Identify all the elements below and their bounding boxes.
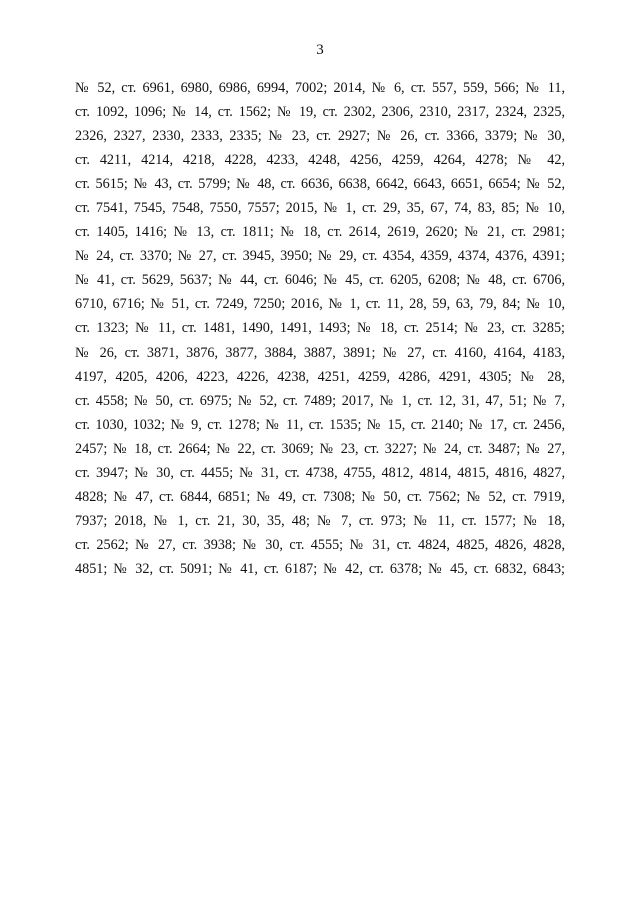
text-line: № 41, ст. 5629, 5637; № 44, ст. 6046; № 45, ст. 6205, 6208; № 48, ст. 6706, xyxy=(75,272,565,289)
text-line: ст. 1030, 1032; № 9, ст. 1278; № 11, ст. 1535; № 15, ст. 2140; № 17, ст. 2456, xyxy=(75,416,565,433)
text-line: ст. 1405, 1416; № 13, ст. 1811; № 18, ст. 2614, 2619, 2620; № 21, ст. 2981; xyxy=(75,224,565,241)
text-line: ст. 2562; № 27, ст. 3938; № 30, ст. 4555; № 31, ст. 4824, 4825, 4826, 4828, xyxy=(75,536,565,553)
body-text xyxy=(75,76,565,581)
text-line: 2326, 2327, 2330, 2333, 2335; № 23, ст. 2927; № 26, ст. 3366, 3379; № 30, xyxy=(75,128,565,145)
text-line: № 24, ст. 3370; № 27, ст. 3945, 3950; № 29, ст. 4354, 4359, 4374, 4376, 4391; xyxy=(75,248,565,265)
text-line: 7937; 2018, № 1, ст. 21, 30, 35, 48; № 7, ст. 973; № 11, ст. 1577; № 18, xyxy=(75,512,565,529)
text-line: 4197, 4205, 4206, 4223, 4226, 4238, 4251, 4259, 4286, 4291, 4305; № 28, xyxy=(75,368,565,385)
text-line: 6710, 6716; № 51, ст. 7249, 7250; 2016, № 1, ст. 11, 28, 59, 63, 79, 84; № 10, xyxy=(75,296,565,313)
text-line: ст. 7541, 7545, 7548, 7550, 7557; 2015, № 1, ст. 29, 35, 67, 74, 83, 85; № 10, xyxy=(75,200,565,217)
text-line: 4828; № 47, ст. 6844, 6851; № 49, ст. 7308; № 50, ст. 7562; № 52, ст. 7919, xyxy=(75,488,565,505)
text-line: ст. 5615; № 43, ст. 5799; № 48, ст. 6636, 6638, 6642, 6643, 6651, 6654; № 52, xyxy=(75,176,565,193)
text-line: ст. 4211, 4214, 4218, 4228, 4233, 4248, 4256, 4259, 4264, 4278; № 42, xyxy=(75,152,565,169)
text-line: № 26, ст. 3871, 3876, 3877, 3884, 3887, 3891; № 27, ст. 4160, 4164, 4183, xyxy=(75,344,565,361)
text-line: ст. 1323; № 11, ст. 1481, 1490, 1491, 1493; № 18, ст. 2514; № 23, ст. 3285; xyxy=(75,320,565,337)
text-line: ст. 4558; № 50, ст. 6975; № 52, ст. 7489; 2017, № 1, ст. 12, 31, 47, 51; № 7, xyxy=(75,392,565,409)
text-line: 2457; № 18, ст. 2664; № 22, ст. 3069; № 23, ст. 3227; № 24, ст. 3487; № 27, xyxy=(75,440,565,457)
text-line: ст. 3947; № 30, ст. 4455; № 31, ст. 4738, 4755, 4812, 4814, 4815, 4816, 4827, xyxy=(75,464,565,481)
page-number: 3 xyxy=(316,42,324,58)
text-line: ст. 1092, 1096; № 14, ст. 1562; № 19, ст. 2302, 2306, 2310, 2317, 2324, 2325, xyxy=(75,104,565,121)
text-line: 4851; № 32, ст. 5091; № 41, ст. 6187; № 42, ст. 6378; № 45, ст. 6832, 6843; xyxy=(75,560,565,577)
text-line: № 52, ст. 6961, 6980, 6986, 6994, 7002; 2014, № 6, ст. 557, 559, 566; № 11, xyxy=(75,80,565,96)
